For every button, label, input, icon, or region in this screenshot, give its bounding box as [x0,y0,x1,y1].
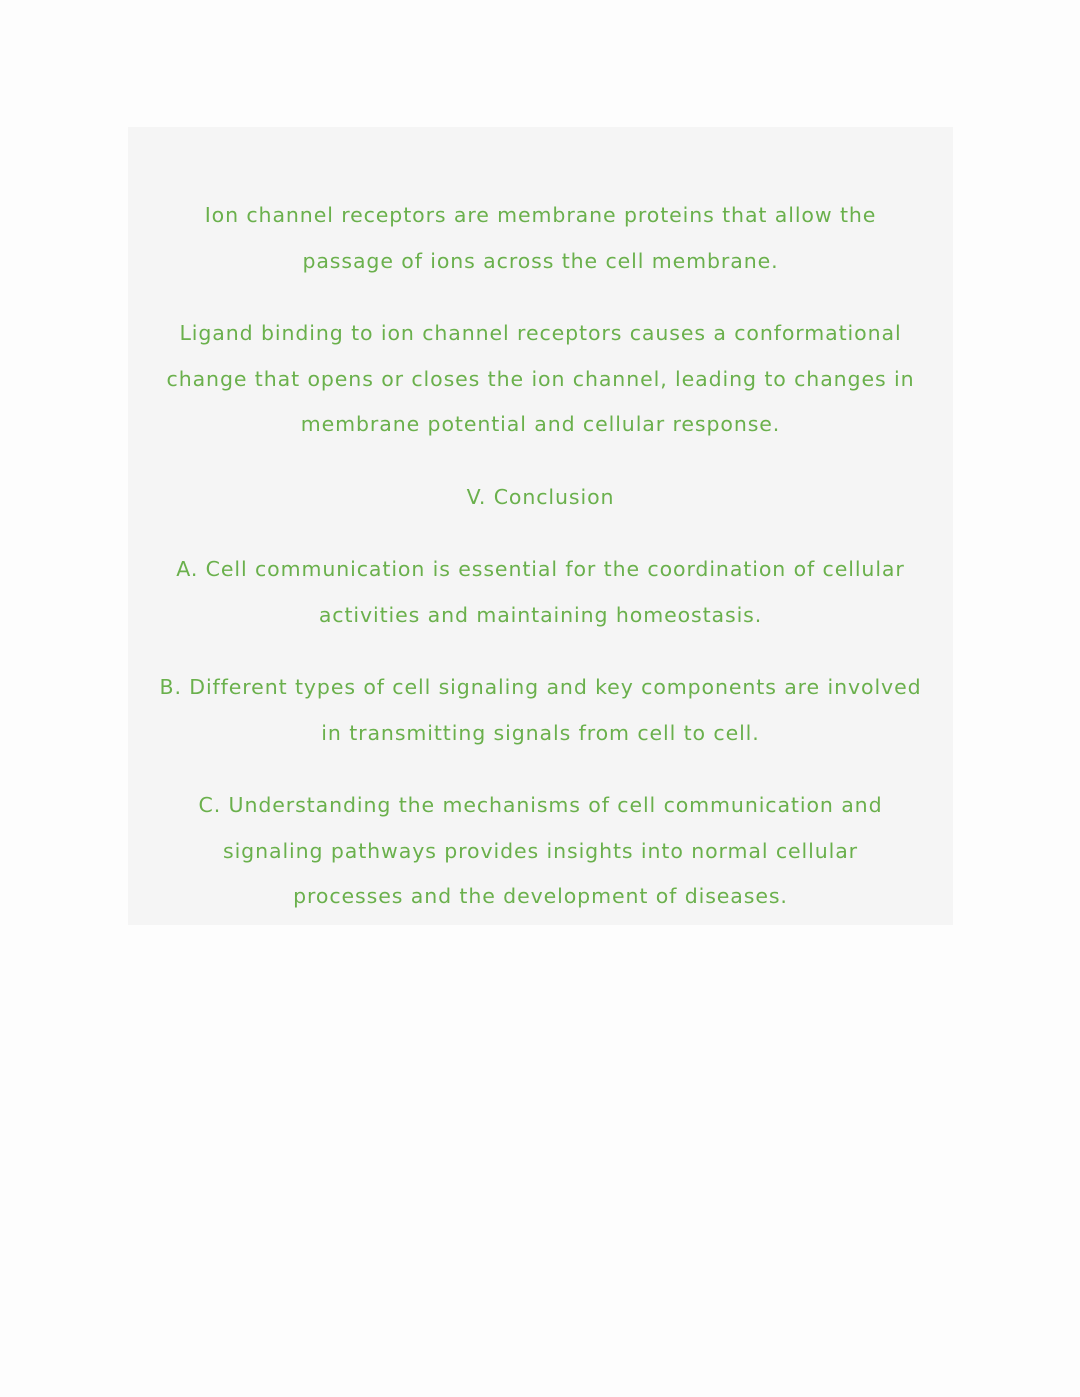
text-line: in transmitting signals from cell to cell. [321,720,760,745]
text-line: change that opens or closes the ion channel, leading to changes in [166,366,915,391]
text-line: C. Understanding the mechanisms of cell communication and [198,793,883,817]
text-line: membrane potential and cellular response. [300,412,781,436]
content-panel [128,127,953,925]
paragraph-ligand-binding [128,311,953,448]
text-line: Ion channel receptors are membrane proteins that allow the [204,203,877,227]
section-heading-conclusion [128,475,953,521]
text-line: signaling pathways provides insights into normal cellular [223,838,858,863]
paragraph-conclusion-a [128,547,953,638]
text-line: processes and the development of diseases. [293,884,788,908]
paragraph-ion-channel-definition [128,193,953,284]
paragraph-conclusion-c [128,783,953,920]
heading-text: V. Conclusion [466,484,615,509]
paragraph-conclusion-b [128,665,953,756]
text-line: A. Cell communication is essential for the coordination of cellular [176,557,905,581]
text-line: Ligand binding to ion channel receptors causes a conformational [179,321,902,345]
text-line: activities and maintaining homeostasis. [318,602,763,627]
text-line: B. Different types of cell signaling and key components are involved [159,675,922,699]
text-line: passage of ions across the cell membrane. [302,248,779,273]
